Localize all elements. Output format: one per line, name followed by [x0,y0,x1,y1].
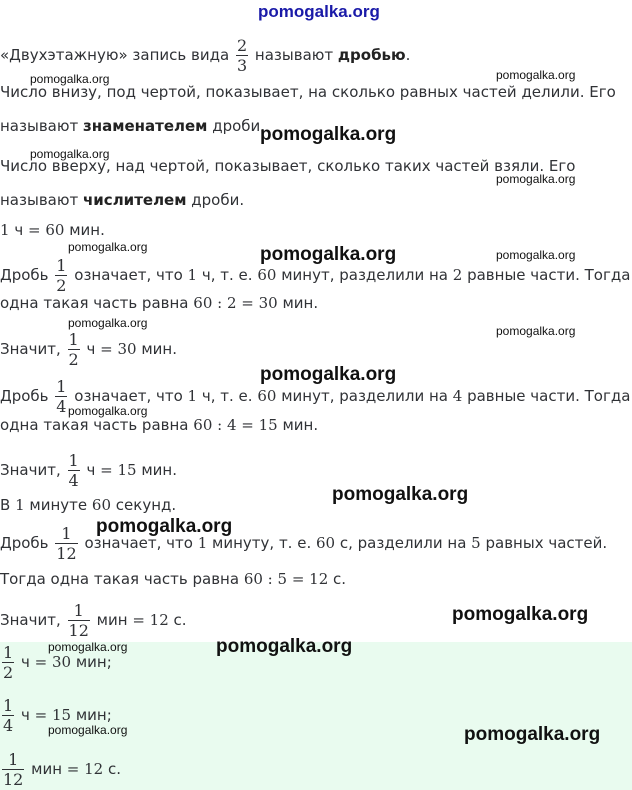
watermark: pomogalka.org [96,516,233,537]
twelfth-fraction: $\frac{1}{12}$ [56,524,77,563]
minute-line: В 1 минуте 60 секунд. [0,496,177,514]
answer-row: $\frac{1}{12}$ мин = 12 с. [3,750,122,789]
half-calculation: одна такая часть равна 60 : 2 = 30 мин. [0,294,319,312]
watermark: pomogalka.org [48,640,128,654]
denominator-line-2: называют знаменателем дроби. [0,117,266,135]
answer-fraction: $\frac{1}{12}$ [3,750,24,789]
watermark: pomogalka.org [68,316,148,330]
watermark: pomogalka.org [496,172,576,186]
watermark: pomogalka.org [496,248,576,262]
watermark: pomogalka.org [48,723,128,737]
answer-row: $\frac{1}{2}$ ч = 30 мин; [3,643,112,682]
answer-row: $\frac{1}{4}$ ч = 15 мин; [3,696,112,735]
answer-fraction: $\frac{1}{4}$ [3,696,14,735]
hour-equation: 1 ч = 60 мин. [0,221,105,239]
intro-line: «Двухэтажную» запись вида $\frac{2}{3}$ называют дробью. [0,36,411,75]
watermark: pomogalka.org [68,240,148,254]
twelfth-result: Значит, $\frac{1}{12}$ мин = 12 с. [0,601,187,640]
watermark: pomogalka.org [452,604,589,625]
half-fraction: $\frac{1}{2}$ [56,256,67,295]
watermark: pomogalka.org [332,484,469,505]
watermark: pomogalka.org [216,636,353,657]
watermark: pomogalka.org [30,147,110,161]
intro-fraction: $\frac{2}{3}$ [236,36,248,75]
numerator-line-2: называют числителем дроби. [0,191,245,209]
twelfth-calculation: Тогда одна такая часть равна 60 : 5 = 12 с. [0,570,347,588]
watermark: pomogalka.org [496,68,576,82]
half-result: Значит, $\frac{1}{2}$ ч = 30 мин. [0,330,177,369]
watermark: pomogalka.org [30,72,110,86]
quarter-calculation: одна такая часть равна 60 : 4 = 15 мин. [0,416,319,434]
denominator-line-1: Число внизу, под чертой, показывает, на сколько равных частей делили. Его [0,83,616,101]
twelfth-result-fraction: $\frac{1}{12}$ [68,601,89,640]
quarter-fraction-line: Дробь $\frac{1}{4}$ означает, что 1 ч, т. е. 60 минут, разделили на 4 равные части. Тогда [0,377,631,416]
watermark: pomogalka.org [68,404,148,418]
numerator-line-1: Число вверху, над чертой, показывает, сколько таких частей взяли. Его [0,157,576,175]
watermark: pomogalka.org [260,364,397,385]
answer-fraction: $\frac{1}{2}$ [3,643,14,682]
half-fraction-line: Дробь $\frac{1}{2}$ означает, что 1 ч, т. е. 60 минут, разделили на 2 равные части. Тогда [0,256,631,295]
watermark: pomogalka.org [260,124,397,145]
watermark: pomogalka.org [464,724,601,745]
quarter-result: Значит, $\frac{1}{4}$ ч = 15 мин. [0,451,177,490]
quarter-result-fraction: $\frac{1}{4}$ [68,451,79,490]
quarter-fraction: $\frac{1}{4}$ [56,377,67,416]
twelfth-fraction-line: Дробь $\frac{1}{12}$ означает, что 1 минуту, т. е. 60 с, разделили на 5 равных частей. [0,524,608,563]
watermark: pomogalka.org [496,324,576,338]
watermark: pomogalka.org [260,244,397,265]
header-watermark: pomogalka.org [258,2,380,21]
half-result-fraction: $\frac{1}{2}$ [68,330,79,369]
